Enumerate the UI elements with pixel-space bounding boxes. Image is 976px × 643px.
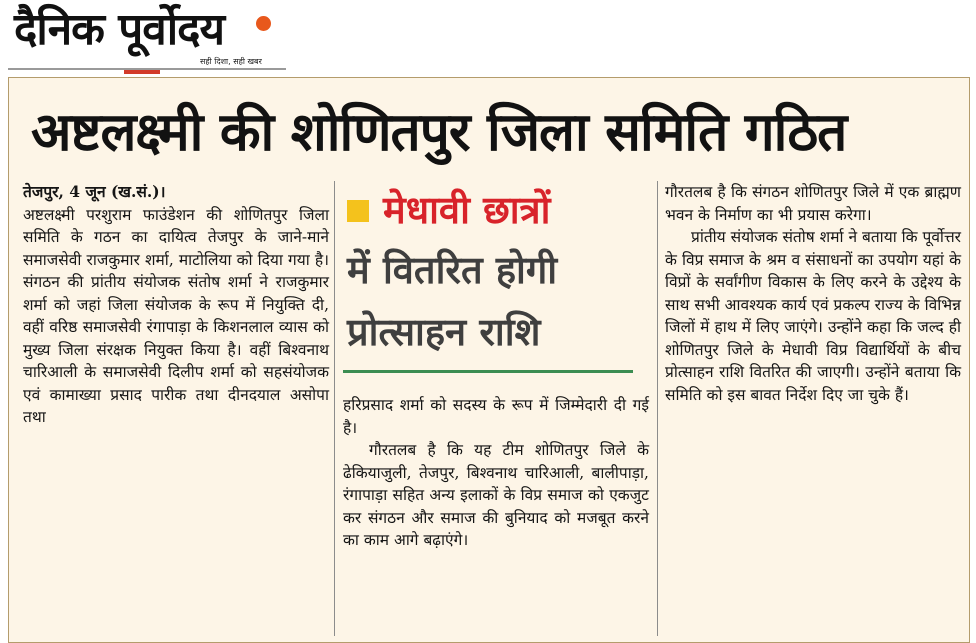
headline: अष्टलक्ष्मी की शोणितपुर जिला समिति गठित — [31, 102, 847, 163]
subheadline-line-3: प्रोत्साहन राशि — [347, 310, 541, 354]
tagline: सही दिशा, सही खबर — [200, 57, 262, 66]
col2-paragraph-1: हरिप्रसाद शर्मा को सदस्य के रूप में जिम्मेदारी दी गई है। — [343, 396, 649, 437]
newspaper-logo: दैनिक पूर्वोदय — [14, 4, 225, 55]
subheadline-line-1: मेधावी छात्रों — [383, 188, 551, 232]
column-divider — [657, 181, 658, 636]
column-divider — [334, 181, 335, 636]
subheadline-line-2: में वितरित होगी — [347, 248, 558, 292]
col3-paragraph-1: गौरतलब है कि संगठन शोणितपुर जिले में एक ब्राह्मण भवन के निर्माण का भी प्रयास करेगा। — [665, 183, 961, 224]
column-3 — [665, 181, 961, 406]
article-panel — [8, 77, 970, 643]
logo-dot-icon — [256, 16, 271, 31]
col3-paragraph-2: प्रांतीय संयोजक संतोष शर्मा ने बताया कि पूर्वोत्तर के विप्र समाज के श्रम व संसाधनों का उपयोग यहां के विप्रों के सर्वांगीण विकास के लिए करने के उद्देश्य के साथ सभी आवश्यक कार्य एवं प्रकल्प राज्य के विभिन्न जिलों में हाथ में लिए जाएंगे। उन्होंने कहा कि जल्द ही शोणितपुर जिले के मेधावी विप्र विद्यार्थियों के बीच प्रोत्साहन राशि वितरित की जाएगी। उन्होंने बताया कि समिति को इस बावत निर्देश दिए जा चुके हैं। — [665, 228, 961, 404]
subheadline-box — [343, 182, 649, 368]
column-2 — [343, 394, 649, 552]
masthead — [0, 0, 976, 76]
col2-paragraph-2: गौरतलब है कि यह टीम शोणितपुर जिले के ढेकियाजुली, तेजपुर, बिश्वनाथ चारिआली, बालीपाड़ा, रंगापाड़ा सहित अन्य इलाकों के विप्र समाज को एकजुट कर संगठन और समाज की बुनियाद को मजबूत करने का काम आगे बढ़ाएंगे। — [343, 441, 649, 549]
col1-text: अष्टलक्ष्मी परशुराम फाउंडेशन की शोणितपुर जिला समिति के गठन का दायित्व तेजपुर के जाने-माने समाजसेवी राजकुमार शर्मा, माटोलिया को दिया गया है। संगठन की प्रांतीय संयोजक संतोष शर्मा ने राजकुमार शर्मा को जहां जिला संयोजक के रूप में नियुक्ति दी, वहीं वरिष्ठ समाजसेवी रंगापाड़ा के किशनलाल व्यास को मुख्य जिला संरक्षक नियुक्त किया है। वहीं बिश्वनाथ चारिआली के समाजसेवी दिलीप शर्मा को सहसंयोजक एवं कामाख्या प्रसाद पारीक तथा दीनदयाल असोपा तथा — [23, 205, 329, 426]
masthead-accent-rule — [124, 70, 160, 74]
square-bullet-icon — [347, 200, 369, 222]
subheadline-rule — [343, 370, 633, 373]
dateline: तेजपुर, 4 जून (ख.सं.)। — [23, 182, 166, 201]
col1-paragraph — [23, 181, 329, 429]
column-1 — [23, 181, 329, 429]
